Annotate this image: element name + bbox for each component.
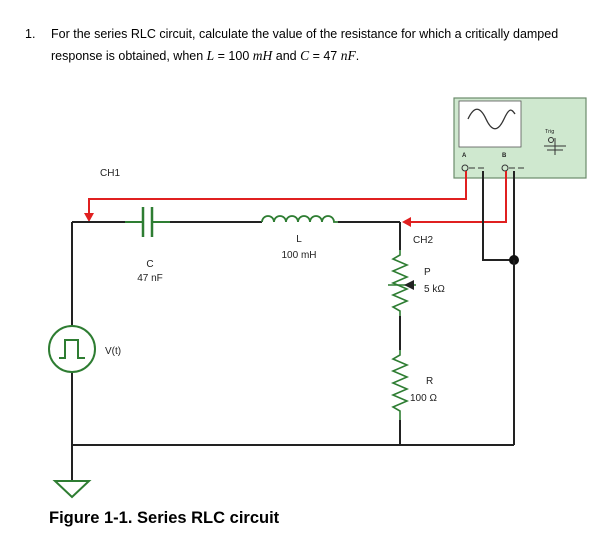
ground-icon bbox=[55, 481, 89, 497]
ch1-label: CH1 bbox=[100, 168, 121, 179]
ch1-probe-wire bbox=[89, 171, 466, 218]
capacitor-value-label: 47 nF bbox=[137, 273, 163, 284]
resistor-value-label: 100 Ω bbox=[410, 393, 437, 404]
capacitor-name-label: C bbox=[146, 259, 154, 270]
capacitance-unit: nF bbox=[340, 48, 356, 63]
scope-channel-b-label: B bbox=[502, 153, 507, 159]
scope-channel-a-label: A bbox=[462, 153, 467, 159]
ch1-probe-arrow bbox=[84, 213, 94, 222]
figure-caption: Figure 1-1. Series RLC circuit bbox=[49, 509, 280, 527]
capacitance-symbol: C bbox=[300, 48, 310, 63]
scope-trig-label: Trig bbox=[545, 129, 555, 135]
inductor-value-label: 100 mH bbox=[281, 250, 317, 261]
ch2-label: CH2 bbox=[413, 235, 434, 246]
capacitance-equals: = 47 bbox=[309, 49, 341, 63]
potentiometer-name-label: P bbox=[424, 267, 431, 278]
potentiometer-symbol bbox=[388, 250, 416, 316]
inductance-symbol: L bbox=[206, 48, 215, 63]
scope-return-wiring bbox=[483, 171, 514, 260]
resistor-name-label: R bbox=[426, 376, 434, 387]
source-label: V(t) bbox=[105, 346, 122, 357]
ch2-probe-wire bbox=[411, 171, 506, 222]
resistor-symbol bbox=[393, 350, 407, 420]
and-word: and bbox=[272, 49, 301, 63]
oscilloscope bbox=[454, 98, 586, 178]
inductance-unit: mH bbox=[252, 48, 273, 63]
question-end: . bbox=[355, 49, 360, 63]
inductance-equals: = 100 bbox=[214, 49, 253, 63]
ch2-probe-arrow bbox=[402, 217, 411, 227]
question-prefix: For the series RLC circuit, calculate the value of the resistance for which a critically damped response is obtained, when bbox=[51, 27, 559, 63]
question-number: 1. bbox=[25, 27, 36, 41]
inductor-name-label: L bbox=[296, 234, 302, 245]
capacitor-symbol bbox=[125, 207, 170, 237]
square-wave-source-icon bbox=[49, 326, 95, 372]
potentiometer-value-label: 5 kΩ bbox=[424, 284, 445, 295]
scope-screen bbox=[459, 101, 521, 147]
inductor-symbol bbox=[262, 216, 338, 222]
probe-wires bbox=[84, 171, 506, 227]
